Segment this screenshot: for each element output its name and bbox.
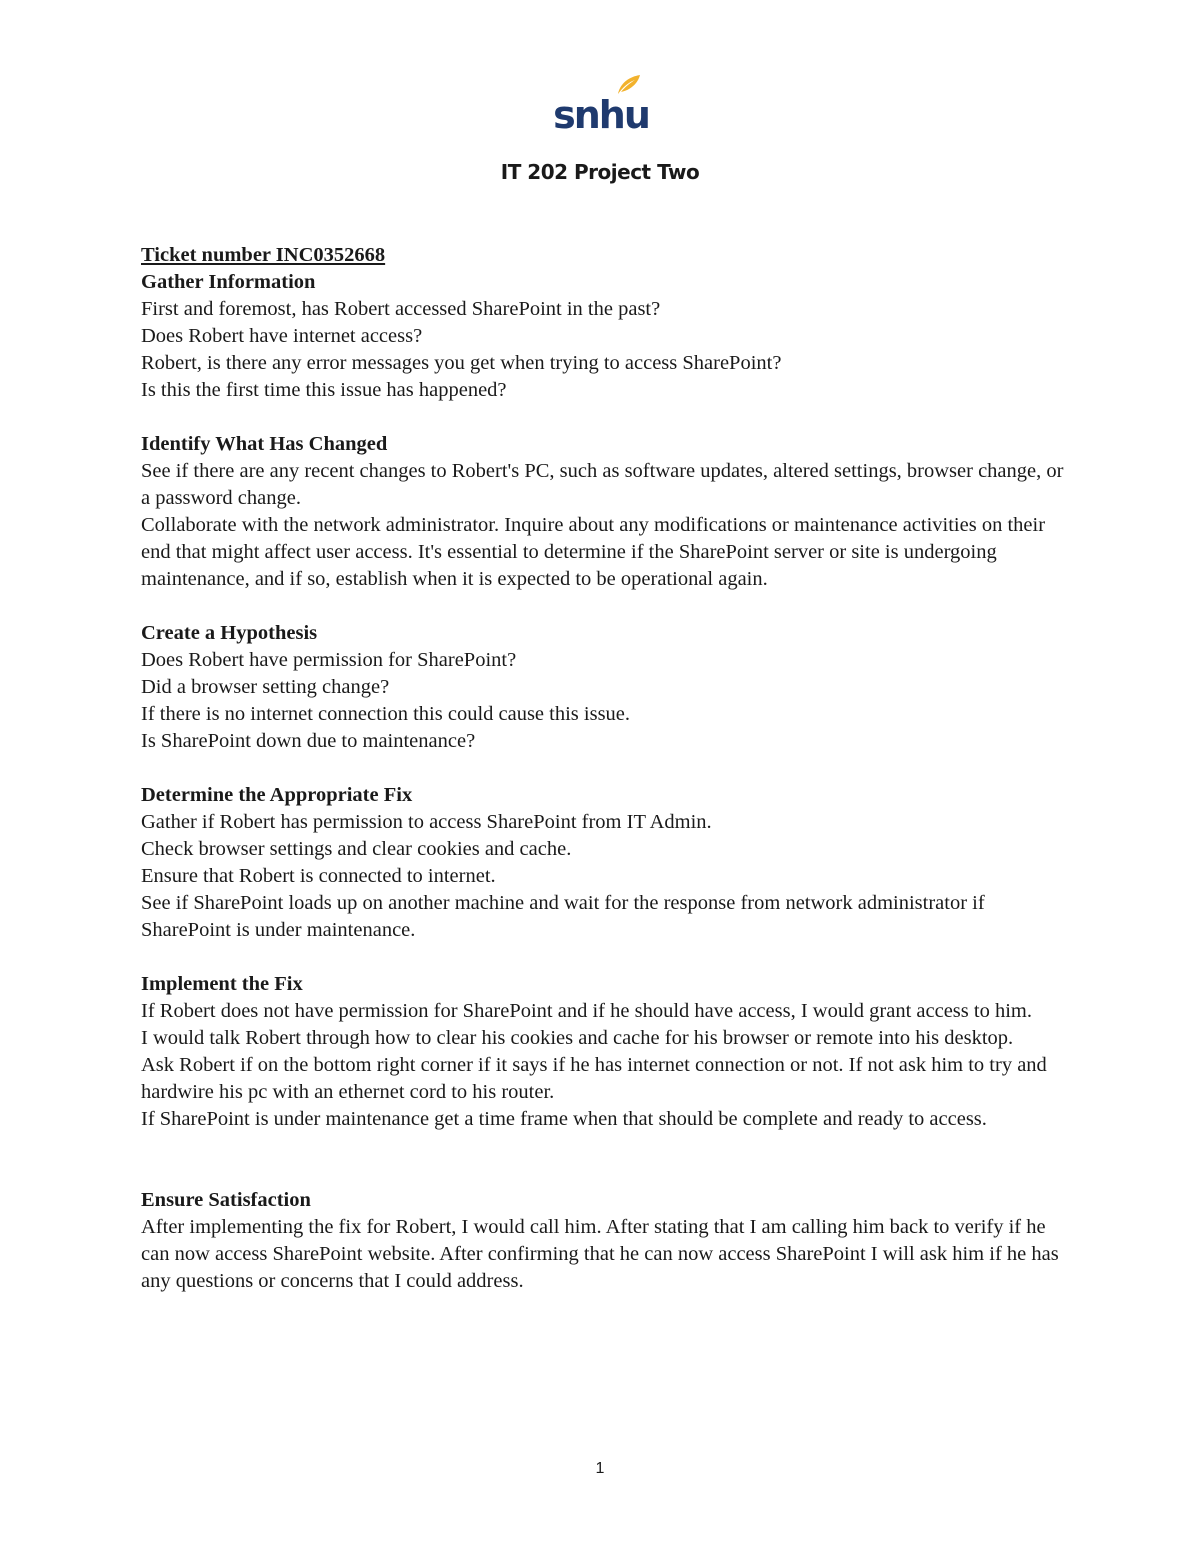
spacer — [141, 755, 1071, 782]
section-line: See if SharePoint loads up on another machine and wait for the response from network administrator if SharePoint is under maintenance. — [141, 892, 985, 941]
section-line: I would talk Robert through how to clear his cookies and cache for his browser or remote into his desktop. — [141, 1027, 1014, 1049]
section-heading-implement-the-fix: Implement the Fix — [141, 973, 303, 995]
section-line: Is SharePoint down due to maintenance? — [141, 730, 476, 752]
spacer — [141, 944, 1071, 971]
section-line: Is this the first time this issue has happened? — [141, 379, 507, 401]
spacer — [141, 1133, 1071, 1187]
section-line: Robert, is there any error messages you get when trying to access SharePoint? — [141, 352, 782, 374]
section-line: Check browser settings and clear cookies and cache. — [141, 838, 572, 860]
section-heading-create-a-hypothesis: Create a Hypothesis — [141, 622, 318, 644]
section-heading-gather-information: Gather Information — [141, 271, 316, 293]
document-body — [141, 242, 1071, 1295]
logo-text: snhu — [553, 93, 649, 137]
section-line: If there is no internet connection this could cause this issue. — [141, 703, 631, 725]
ticket-number: Ticket number INC0352668 — [141, 244, 386, 266]
page-number: 1 — [595, 1460, 605, 1477]
section-line: First and foremost, has Robert accessed SharePoint in the past? — [141, 298, 661, 320]
section-line: Does Robert have internet access? — [141, 325, 423, 347]
section-line: Ensure that Robert is connected to internet. — [141, 865, 496, 887]
section-line: Collaborate with the network administrator. Inquire about any modifications or maintenance activities on their end that might affect user access. It's essential to determine if the SharePoint server or site is undergoing maintenance, and if so, establish when it is expected to be operational again. — [141, 514, 1046, 590]
section-line: After implementing the fix for Robert, I would call him. After stating that I am calling him back to verify if he can now access SharePoint website. After confirming that he can now access SharePoint I will ask him if he has any questions or concerns that I could address. — [141, 1216, 1059, 1292]
section-line: Ask Robert if on the bottom right corner if it says if he has internet connection or not. If not ask him to try and hardwire his pc with an ethernet cord to his router. — [141, 1054, 1047, 1103]
section-heading-identify-what-has-changed: Identify What Has Changed — [141, 433, 388, 455]
section-line: See if there are any recent changes to Robert's PC, such as software updates, altered settings, browser change, or a password change. — [141, 460, 1064, 509]
section-line: Gather if Robert has permission to access SharePoint from IT Admin. — [141, 811, 712, 833]
document-title: IT 202 Project Two — [500, 160, 700, 184]
snhu-logo-graphic — [553, 74, 649, 137]
section-line: Did a browser setting change? — [141, 676, 390, 698]
spacer — [141, 593, 1071, 620]
snhu-logo — [553, 74, 649, 137]
section-heading-ensure-satisfaction: Ensure Satisfaction — [141, 1189, 311, 1211]
section-line: If SharePoint is under maintenance get a time frame when that should be complete and ready to access. — [141, 1108, 987, 1130]
spacer — [141, 404, 1071, 431]
section-line: Does Robert have permission for SharePoint? — [141, 649, 517, 671]
leaf-icon — [618, 75, 640, 94]
section-line: If Robert does not have permission for SharePoint and if he should have access, I would grant access to him. — [141, 1000, 1032, 1022]
section-heading-determine-the-appropriate-fix: Determine the Appropriate Fix — [141, 784, 413, 806]
